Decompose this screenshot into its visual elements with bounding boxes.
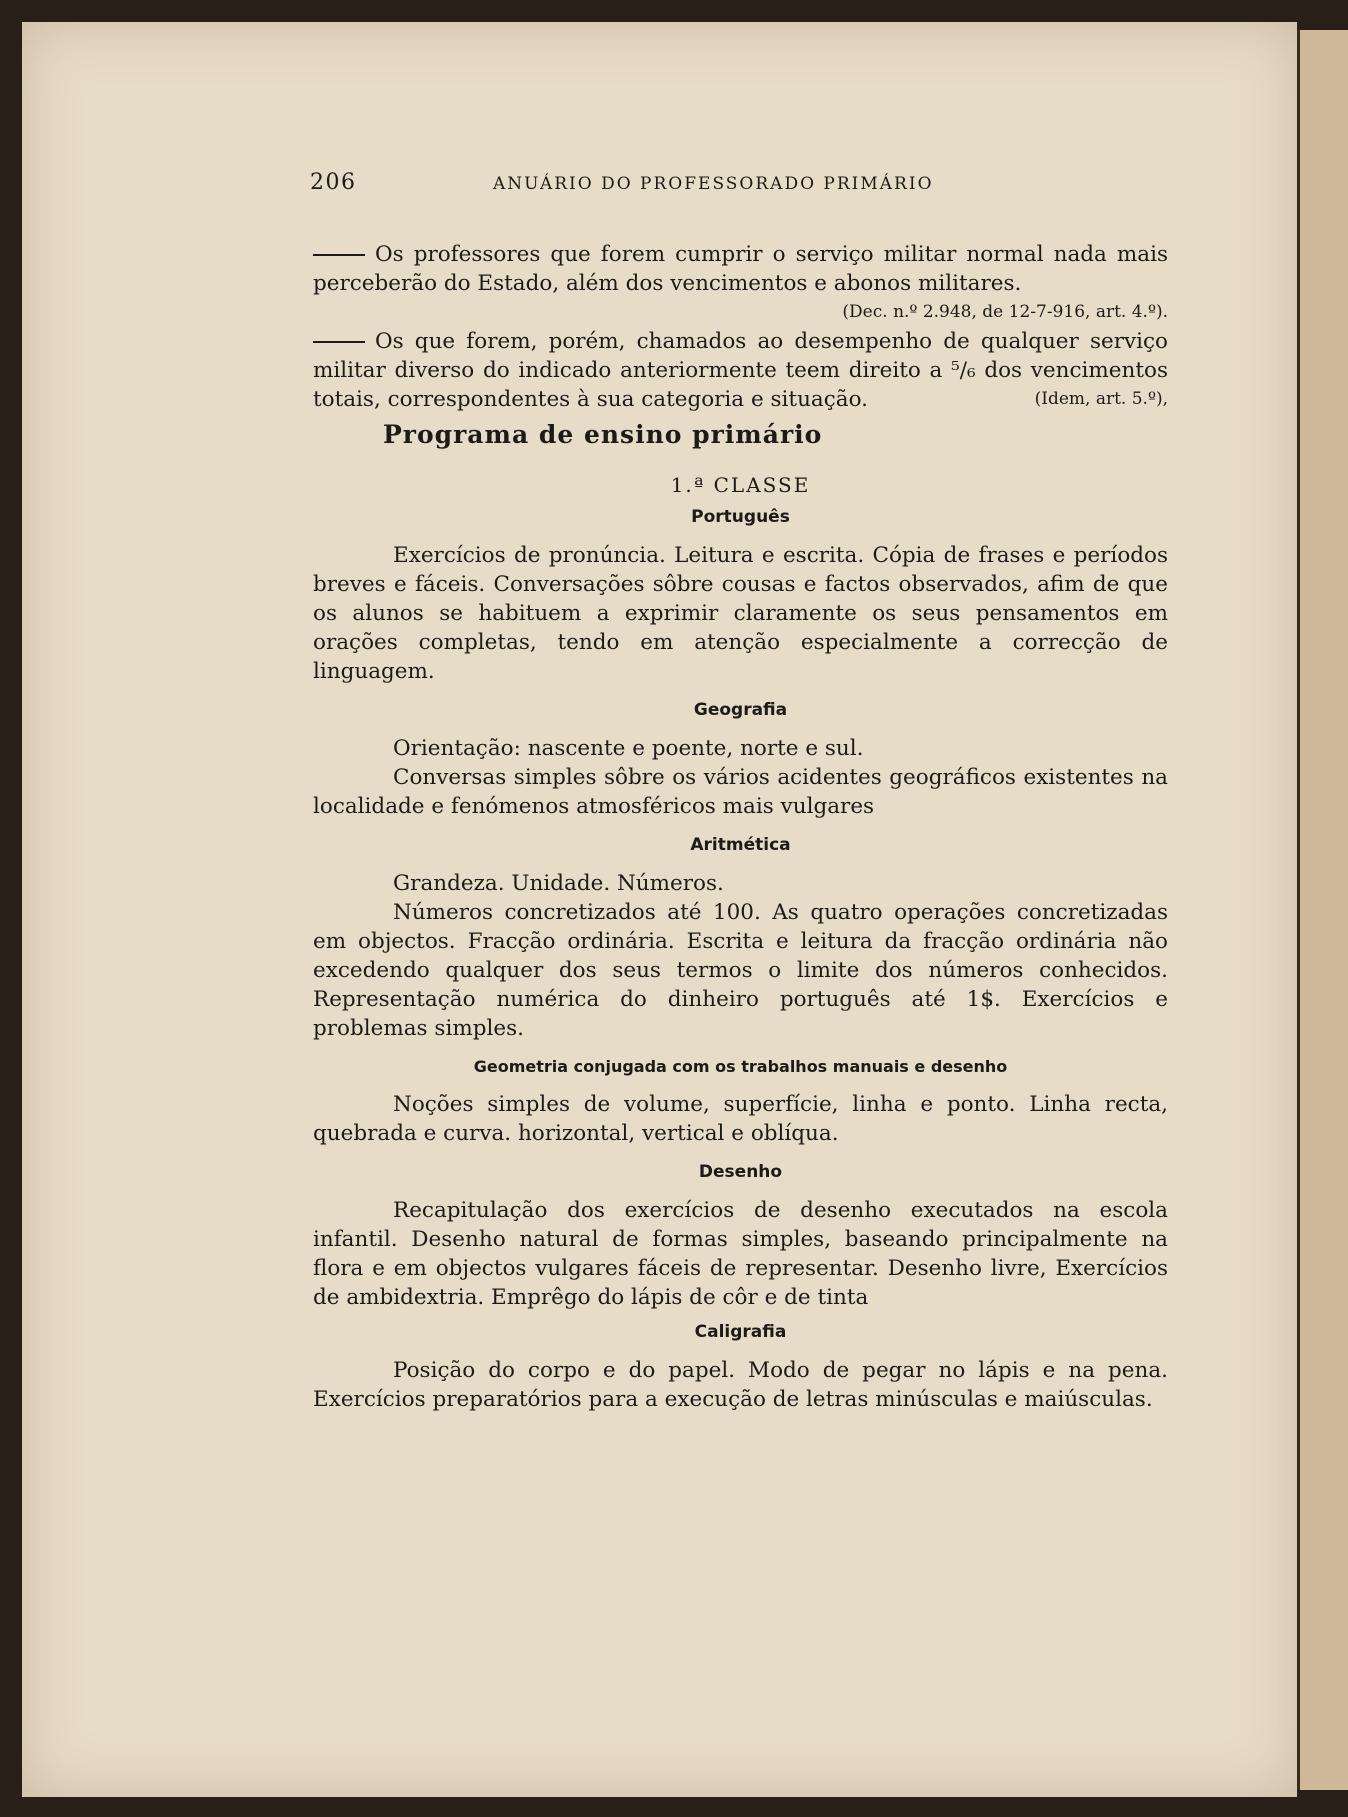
em-dash-rule bbox=[313, 341, 365, 343]
section-portugues bbox=[313, 507, 1168, 686]
section-paragraph: Números concretizados até 100. As quatro operações concretizadas em objectos. Fracção ordinária. Escrita e leitura da fracção ordinária não excedendo qualquer dos seus termos o limite dos números conhecidos. Representação numérica do dinheiro português até 1$. Exercícios e problemas simples. bbox=[313, 900, 1168, 1041]
section-paragraph: Noções simples de volume, superfície, linha e ponto. Linha recta, quebrada e curva. horizontal, vertical e oblíqua. bbox=[313, 1092, 1168, 1146]
em-dash-rule bbox=[313, 254, 365, 256]
page-number: 206 bbox=[310, 170, 357, 195]
section-caligrafia bbox=[313, 1322, 1168, 1414]
section-paragraph: Conversas simples sôbre os vários acidentes geográficos existentes na localidade e fenómenos atmosféricos mais vulgares bbox=[313, 765, 1168, 819]
main-heading: Programa de ensino primário bbox=[383, 420, 823, 449]
section-paragraph: Recapitulação dos exercícios de desenho executados na escola infantil. Desenho natural de formas simples, baseando principalmente na flora e em objectos vulgares fáceis de representar. Desenho livre, Exercícios de ambidextria. Emprêgo do lápis de côr e de tinta bbox=[313, 1198, 1168, 1310]
intro-citation: (Dec. n.º 2.948, de 12-7-916, art. 4.º). bbox=[842, 302, 1168, 322]
intro-block bbox=[313, 240, 1168, 414]
section-title: Caligrafia bbox=[694, 1322, 787, 1342]
section-aritmetica bbox=[313, 835, 1168, 1043]
page-content bbox=[310, 160, 1168, 1414]
class-heading: 1.ª CLASSE bbox=[670, 473, 811, 497]
intro-text: Os que forem, porém, chamados ao desempenho de qualquer serviço militar diverso do indicado anteriormente teem direito a ⁵/₆ dos vencimentos totais, correspondentes à sua categoria e situação. bbox=[313, 329, 1168, 412]
section-title: Geometria conjugada com os trabalhos manuais e desenho bbox=[473, 1057, 1008, 1076]
section-paragraph: Exercícios de pronúncia. Leitura e escrita. Cópia de frases e períodos breves e fáceis. Conversações sôbre cousas e factos observados, afim de que os alunos se habituem a exprimir claramente os seus pensamentos em orações completas, tendo em atenção especialmente a correcção de linguagem. bbox=[313, 543, 1168, 684]
page-right-edge bbox=[1297, 30, 1348, 1790]
section-geografia bbox=[313, 700, 1168, 821]
running-head bbox=[310, 160, 1168, 200]
section-paragraph: Orientação: nascente e poente, norte e sul. bbox=[393, 736, 864, 761]
section-title: Português bbox=[691, 507, 790, 527]
section-paragraph: Posição do corpo e do papel. Modo de pegar no lápis e na pena. Exercícios preparatórios para a execução de letras minúsculas e maiúsculas. bbox=[313, 1358, 1168, 1412]
section-paragraph: Grandeza. Unidade. Números. bbox=[393, 871, 724, 896]
section-geometria bbox=[313, 1057, 1168, 1148]
intro-text: Os professores que forem cumprir o serviço militar normal nada mais perceberão do Estado, além dos vencimentos e abonos militares. bbox=[313, 242, 1168, 296]
section-desenho bbox=[313, 1162, 1168, 1312]
section-title: Aritmética bbox=[690, 835, 791, 855]
intro-citation: (Idem, art. 5.º), bbox=[1034, 389, 1168, 409]
intro-paragraph bbox=[313, 327, 1168, 414]
intro-paragraph bbox=[313, 240, 1168, 322]
section-title: Desenho bbox=[698, 1162, 783, 1182]
running-title: ANUÁRIO DO PROFESSORADO PRIMÁRIO bbox=[493, 174, 934, 194]
section-title: Geografia bbox=[693, 700, 788, 720]
